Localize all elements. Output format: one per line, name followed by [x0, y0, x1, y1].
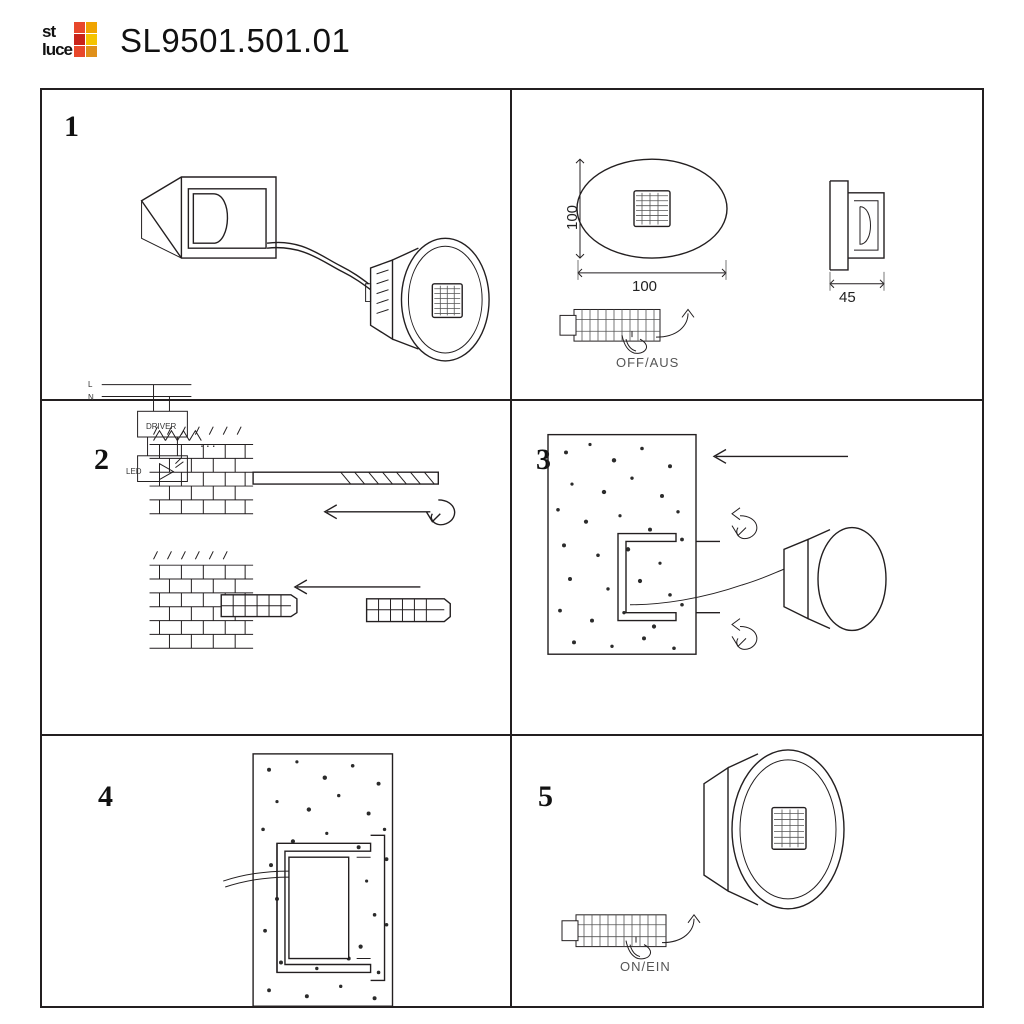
step-number-3: 3: [536, 443, 551, 477]
dimension-height: 100: [564, 204, 581, 230]
instruction-grid: [40, 88, 984, 1008]
step-number-5: 5: [538, 779, 553, 813]
panel-dimensions: [512, 90, 982, 401]
step-4-illustration: [42, 736, 510, 1006]
step-2-illustration: [42, 401, 510, 733]
step-number-1: 1: [64, 110, 79, 143]
panel-step-2: [42, 401, 512, 735]
panel-step-1: [42, 90, 512, 476]
logo-square-3: [74, 34, 85, 45]
logo-square-2: [86, 22, 97, 33]
step-3-illustration: [512, 401, 982, 733]
step-number-4: 4: [98, 779, 113, 813]
switch-off-label: OFF/AUS: [616, 355, 680, 370]
brand-text-luce: luce: [42, 40, 73, 59]
dimensions-illustration: [512, 90, 982, 399]
dimension-width: 100: [632, 278, 658, 295]
led-label: LED: [126, 467, 142, 476]
wiring-ellipsis: ...: [200, 434, 218, 450]
wire-label-N: N: [88, 393, 94, 402]
logo-square-6: [86, 46, 97, 57]
logo-square-4: [86, 34, 97, 45]
logo-square-5: [74, 46, 85, 57]
step-5-illustration: [512, 736, 982, 1006]
driver-label: DRIVER: [146, 422, 177, 431]
article-code: SL9501.501.01: [120, 22, 351, 59]
wire-label-L: L: [88, 380, 93, 389]
brand-text-st: st: [42, 22, 56, 41]
panel-step-5: [512, 736, 982, 1006]
page-header: [40, 10, 984, 72]
panel-step-3: [512, 401, 982, 735]
logo-square-1: [74, 22, 85, 33]
step-1-illustration: [42, 90, 510, 399]
step-number-2: 2: [94, 443, 109, 477]
brand-logo: [40, 17, 102, 65]
panel-step-4: [42, 736, 512, 1006]
switch-on-label: ON/EIN: [620, 958, 671, 974]
dimension-depth: 45: [839, 289, 856, 306]
